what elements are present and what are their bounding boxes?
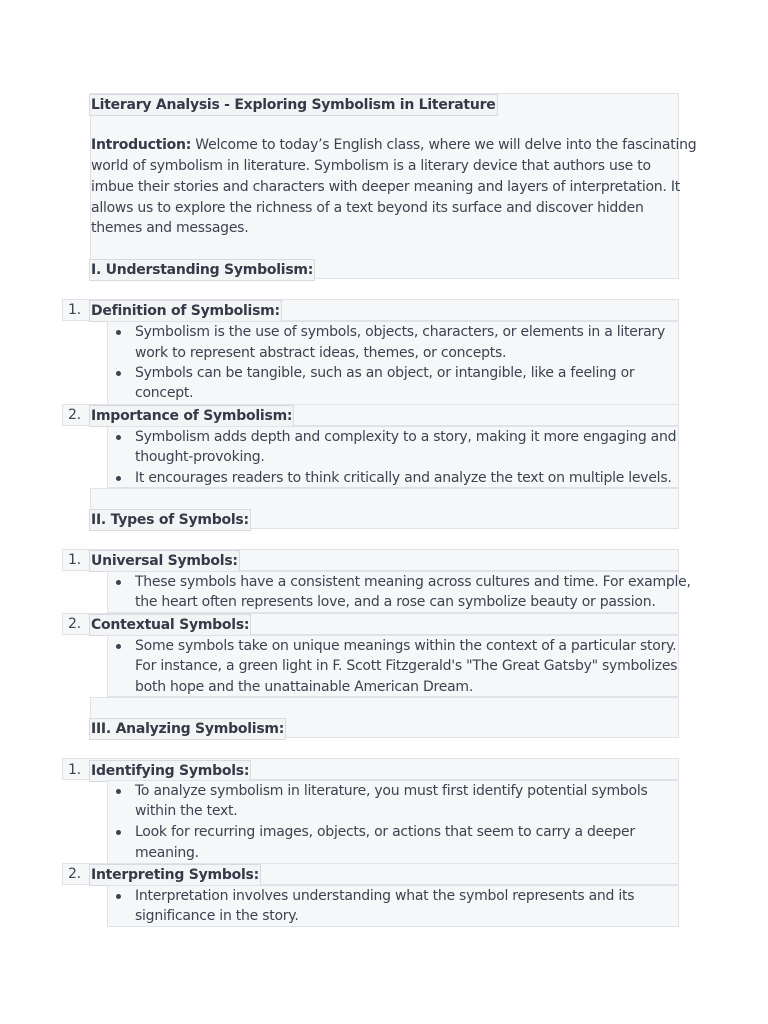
bullet-text: Symbolism is the use of symbols, objects, characters, or elements in a literary <box>135 324 665 340</box>
section-heading-3: III. Analyzing Symbolism: <box>89 718 286 740</box>
intro-label: Introduction: <box>91 137 192 153</box>
bullet-text: For instance, a green light in F. Scott Fitzgerald's "The Great Gatsby" symbolizes <box>135 658 678 674</box>
list-number: 2. <box>68 616 81 632</box>
bullet-text: both hope and the unattainable American Dream. <box>135 679 474 695</box>
bullet-text: Look for recurring images, objects, or actions that seem to carry a deeper <box>135 824 635 840</box>
list-item-title: Importance of Symbolism: <box>89 405 294 427</box>
bullet-text: Interpretation involves understanding what the symbol represents and its <box>135 888 635 904</box>
intro-line-5: themes and messages. <box>91 220 249 236</box>
bullet-dot <box>116 789 121 794</box>
bullet-text: It encourages readers to think critically and analyze the text on multiple levels. <box>135 470 672 486</box>
bullet-text: within the text. <box>135 803 238 819</box>
intro-text: Welcome to today’s English class, where we will delve into the fascinating <box>191 137 697 153</box>
document-title: Literary Analysis - Exploring Symbolism in Literature <box>89 94 498 116</box>
bullet-text: Some symbols take on unique meanings within the context of a particular story. <box>135 638 677 654</box>
bullet-dot <box>116 894 121 899</box>
section-heading-1: I. Understanding Symbolism: <box>89 259 315 281</box>
bullet-dot <box>116 330 121 335</box>
list-number: 1. <box>68 762 81 778</box>
bullet-text: Symbolism adds depth and complexity to a story, making it more engaging and <box>135 429 677 445</box>
list-number: 2. <box>68 866 81 882</box>
bullet-text: concept. <box>135 385 194 401</box>
list-item-title: Contextual Symbols: <box>89 614 251 636</box>
list-item-title: Definition of Symbolism: <box>89 300 282 322</box>
list-number: 1. <box>68 302 81 318</box>
bullet-dot <box>116 830 121 835</box>
bullet-dot <box>116 580 121 585</box>
bullet-dot <box>116 371 121 376</box>
bullet-text: To analyze symbolism in literature, you must first identify potential symbols <box>135 783 648 799</box>
bullet-text: meaning. <box>135 845 199 861</box>
bullet-dot <box>116 435 121 440</box>
list-number: 1. <box>68 552 81 568</box>
list-item-title: Universal Symbols: <box>89 550 240 572</box>
section-heading-2: II. Types of Symbols: <box>89 509 251 531</box>
bullet-text: Symbols can be tangible, such as an object, or intangible, like a feeling or <box>135 365 635 381</box>
bullet-text: the heart often represents love, and a rose can symbolize beauty or passion. <box>135 594 656 610</box>
bullet-text: work to represent abstract ideas, themes, or concepts. <box>135 345 507 361</box>
bullet-dot <box>116 476 121 481</box>
intro-line-3: imbue their stories and characters with deeper meaning and layers of interpretation. It <box>91 179 680 195</box>
intro-line-2: world of symbolism in literature. Symbolism is a literary device that authors use to <box>91 158 651 174</box>
list-item-title: Identifying Symbols: <box>89 760 251 782</box>
list-number: 2. <box>68 407 81 423</box>
bullet-text: thought-provoking. <box>135 449 265 465</box>
list-item-title: Interpreting Symbols: <box>89 864 261 886</box>
intro-line-4: allows us to explore the richness of a text beyond its surface and discover hidden <box>91 200 644 216</box>
bullet-text: significance in the story. <box>135 908 299 924</box>
intro-line-1 <box>91 135 696 155</box>
bullet-dot <box>116 644 121 649</box>
bullet-text: These symbols have a consistent meaning across cultures and time. For example, <box>135 574 691 590</box>
